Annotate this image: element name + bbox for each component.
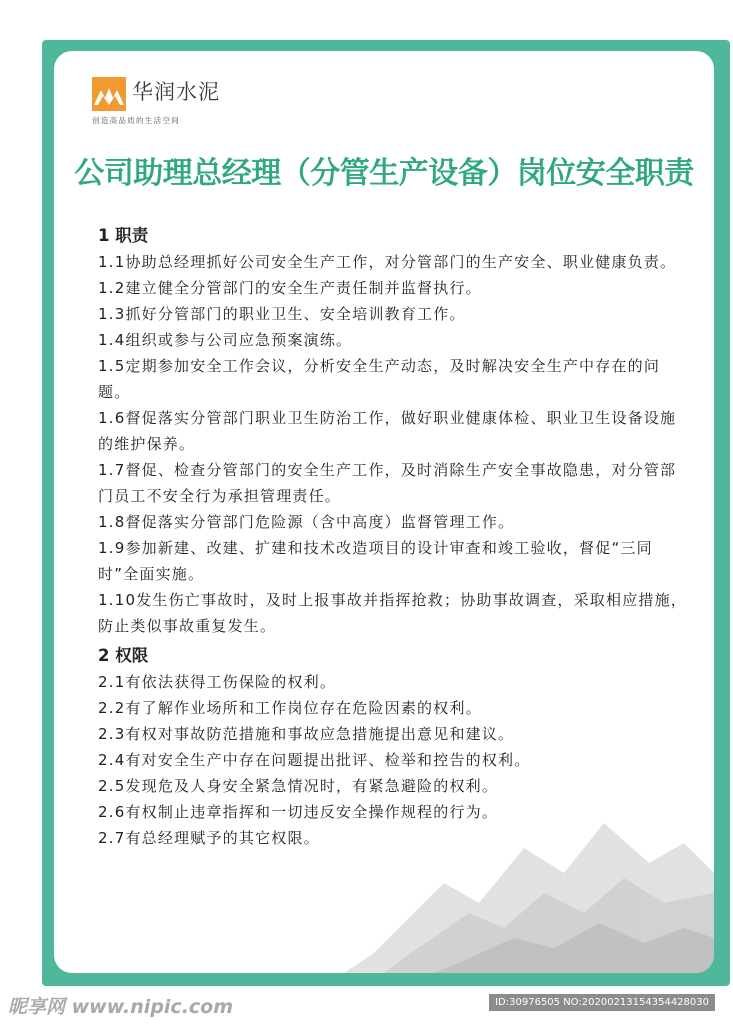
- watermark-site: 昵享网 www.nipic.com: [8, 996, 234, 1018]
- poster-panel: [54, 51, 714, 973]
- list-item: 1.1协助总经理抓好公司安全生产工作，对分管部门的生产安全、职业健康负责。: [98, 253, 677, 271]
- watermark-bar: [0, 986, 733, 1024]
- list-item: 1.9参加新建、改建、扩建和技术改造项目的设计审查和竣工验收，督促“三同时”全面实施。: [98, 539, 653, 583]
- list-item: 2.4有对安全生产中存在问题提出批评、检举和控告的权利。: [98, 751, 531, 769]
- list-item: 1.7督促、检查分管部门的安全生产工作，及时消除生产安全事故隐患，对分管部门员工不安全行为承担管理责任。: [98, 461, 677, 505]
- list-item: 1.2建立健全分管部门的安全生产责任制并监督执行。: [98, 279, 482, 297]
- company-tagline: 创造高品质的生活空间: [92, 116, 180, 125]
- company-name: 华润水泥: [132, 80, 220, 104]
- list-item: 2.2有了解作业场所和工作岗位存在危险因素的权利。: [98, 699, 482, 717]
- list-item: 1.3抓好分管部门的职业卫生、安全培训教育工作。: [98, 305, 466, 323]
- list-item: 1.4组织或参与公司应急预案演练。: [98, 331, 353, 349]
- list-item: 1.5定期参加安全工作会议，分析安全生产动态，及时解决安全生产中存在的问题。: [98, 357, 661, 401]
- list-item: 2.6有权制止违章指挥和一切违反安全操作规程的行为。: [98, 803, 499, 821]
- section-heading-duties: 1 职责: [98, 226, 149, 245]
- responsibility-content: [98, 219, 688, 851]
- section-heading-authority: 2 权限: [98, 646, 149, 665]
- list-item: 1.8督促落实分管部门危险源（含中高度）监督管理工作。: [98, 513, 515, 531]
- watermark-id: ID:30976505 NO:20200213154354428030: [489, 994, 715, 1011]
- list-item: 2.7有总经理赋予的其它权限。: [98, 829, 320, 847]
- page-title: 公司助理总经理（分管生产设备）岗位安全职责: [74, 156, 694, 191]
- list-item: 2.5发现危及人身安全紧急情况时，有紧急避险的权利。: [98, 777, 499, 795]
- list-item: 1.10发生伤亡事故时，及时上报事故并指挥抢救；协助事故调查，采取相应措施，防止类似事故重复发生。: [98, 591, 688, 635]
- list-item: 1.6督促落实分管部门职业卫生防治工作，做好职业健康体检、职业卫生设备设施的维护保养。: [98, 409, 677, 453]
- list-item: 2.3有权对事故防范措施和事故应急措施提出意见和建议。: [98, 725, 515, 743]
- cr-cement-logo-icon: [92, 77, 126, 111]
- list-item: 2.1有依法获得工伤保险的权利。: [98, 673, 337, 691]
